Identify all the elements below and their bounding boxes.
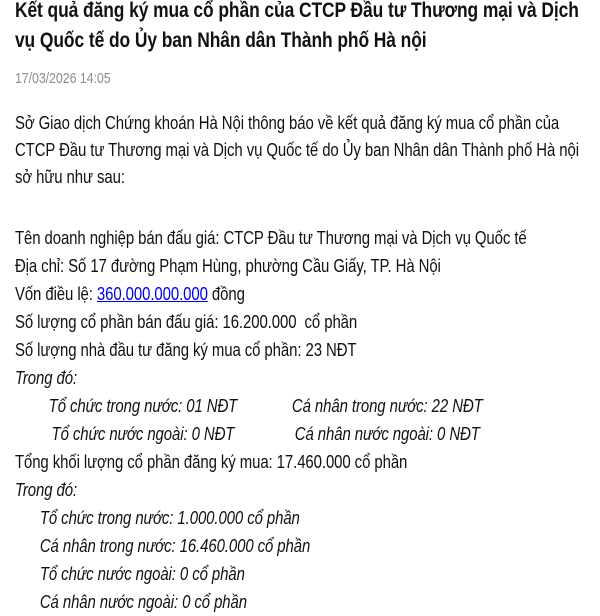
total-registered-line: Tổng khối lượng cổ phần đăng ký mua: 17.460.000 cổ phần [14,452,408,472]
address-line: Địa chỉ: Số 17 đường Phạm Hùng, phường Cầu Giấy, TP. Hà Nội [14,256,441,276]
company-name-line: Tên doanh nghiệp bán đấu giá: CTCP Đầu tư Thương mại và Dịch vụ Quốc tế [14,228,527,248]
investor-breakdown-row [15,392,597,420]
volume-foreign-individual: Cá nhân nước ngoài: 0 cổ phần [39,592,247,612]
investor-breakdown-heading: Trong đó: [14,368,78,388]
charter-capital-link[interactable]: 360.000.000.000 [96,284,208,304]
domestic-org-investors: Tổ chức trong nước: 01 NĐT [48,396,238,416]
volume-breakdown-heading: Trong đó: [14,480,78,500]
volume-foreign-org: Tổ chức nước ngoài: 0 cổ phần [39,564,245,584]
charter-capital-suffix: đồng [207,284,245,304]
charter-capital-label: Vốn điều lệ: [14,284,97,304]
investor-count-line: Số lượng nhà đầu tư đăng ký mua cổ phần: 23 NĐT [14,340,357,360]
foreign-individual-investors: Cá nhân nước ngoài: 0 NĐT [294,424,480,444]
shares-offered-line: Số lượng cổ phần bán đấu giá: 16.200.000 cổ phần [14,312,358,332]
volume-domestic-individual: Cá nhân trong nước: 16.460.000 cổ phần [39,536,311,556]
domestic-individual-investors: Cá nhân trong nước: 22 NĐT [291,396,483,416]
volume-domestic-org: Tổ chức trong nước: 1.000.000 cổ phần [39,508,300,528]
page-title: Kết quả đăng ký mua cổ phần của CTCP Đầu tư Thương mại và Dịch vụ Quốc tế do Ủy ban Nhân dân Thành phố Hà nội [14,0,579,52]
foreign-org-investors: Tổ chức nước ngoài: 0 NĐT [51,424,235,444]
charter-capital-line [15,280,597,308]
publish-timestamp: 17/03/2026 14:05 [14,70,111,87]
investor-breakdown-row [15,420,597,448]
details-section [15,224,597,616]
intro-paragraph: Sở Giao dịch Chứng khoán Hà Nội thông báo về kết quả đăng ký mua cổ phần của CTCP Đầu tư Thương mại và Dịch vụ Quốc tế do Ủy ban Nhân dân Thành phố Hà nội sở hữu như sau: [14,113,580,187]
